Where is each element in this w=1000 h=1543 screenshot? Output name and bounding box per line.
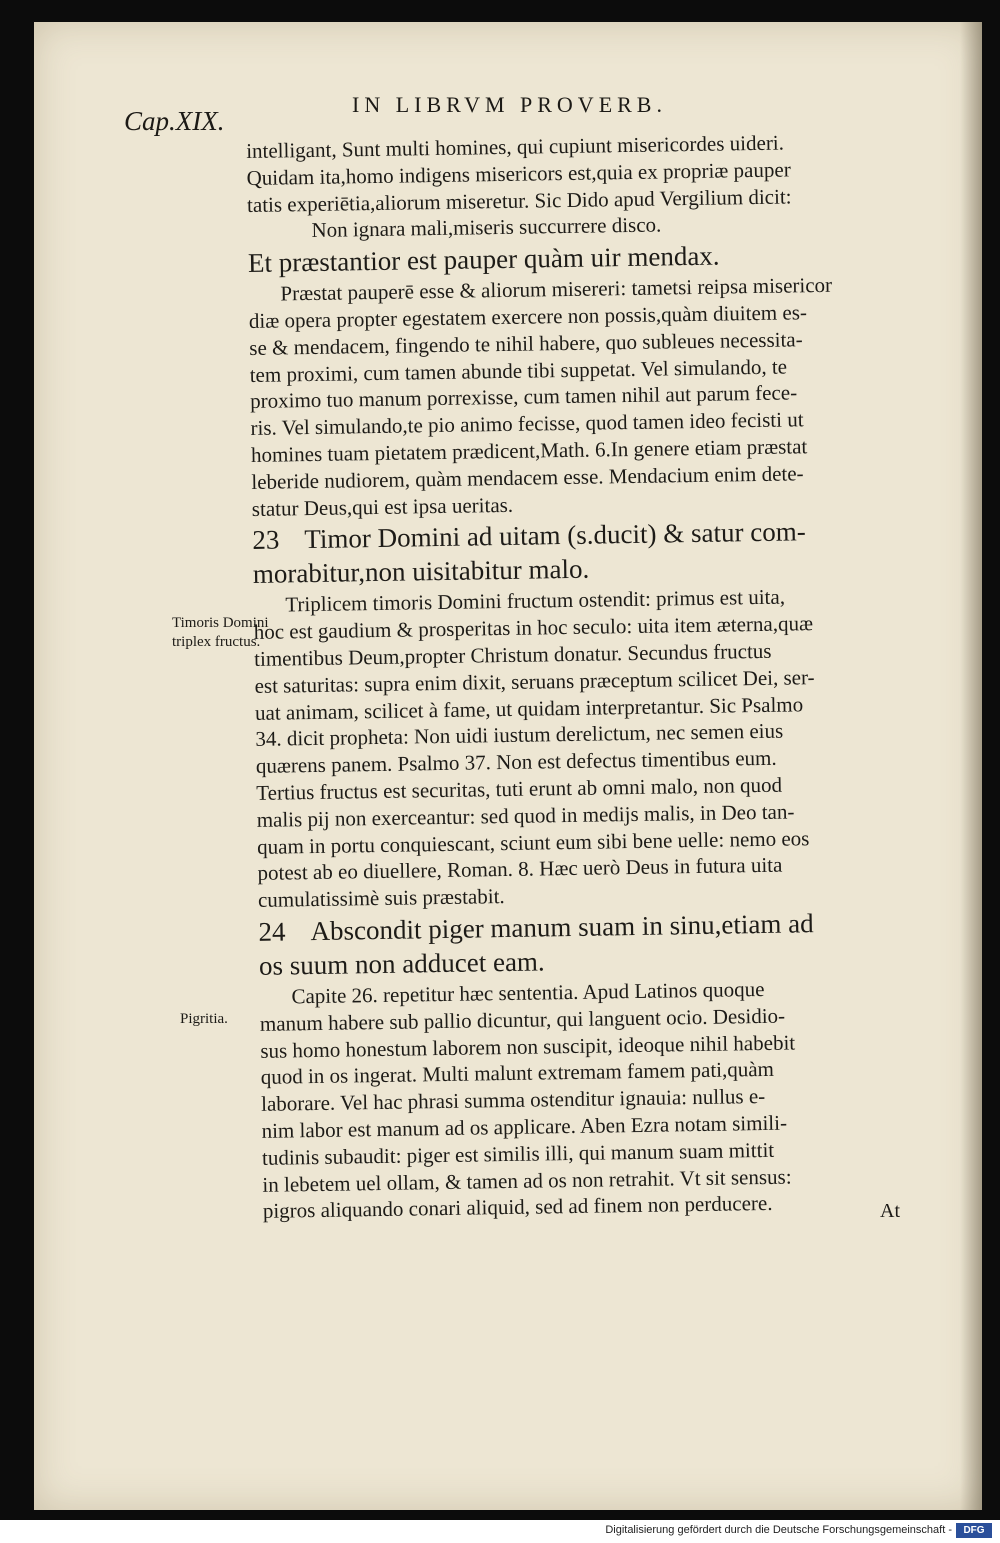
text-line: Tertius fructus est securitas, tuti erunt ab omni malo, non quod xyxy=(256,772,783,805)
text-line: tudinis subaudit: piger est similis illi, qui manum suam mittit xyxy=(261,1137,775,1170)
digitization-footer xyxy=(0,1520,1000,1543)
text-line: sus homo honestum laborem non suscipit, ideoque nihil habebit xyxy=(260,1030,796,1063)
dfg-logo: DFG xyxy=(956,1523,992,1538)
lemma-text: Et præstantior est pauper quàm uir mendax. xyxy=(247,240,720,279)
text-line: quam in portu conquiescant, sciunt eum sibi bene uelle: nemo eos xyxy=(256,825,810,859)
text-line: se & mendacem, fingendo te nihil habere, quo subleues necessita- xyxy=(249,327,803,360)
text-line: quod in os ingerat. Multi malunt extremam famem pati,quàm xyxy=(260,1057,775,1090)
lemma-text: Timor Domini ad uitam (s.ducit) & satur com- xyxy=(304,516,806,555)
text-line: Præstat pauperē esse & aliorum misereri: tametsi reipsa misericor xyxy=(280,273,833,306)
lemma-text: Abscondit piger manum suam in sinu,etiam ad xyxy=(310,908,814,947)
text-line: 34. dicit propheta: Non uidi iustum derelictum, nec semen eius xyxy=(255,718,784,752)
catchword: At xyxy=(880,1200,900,1222)
text-line: hoc est gaudium & prosperitas in hoc seculo: uita item æterna,quæ xyxy=(253,611,814,645)
lemma-text: os suum non adducet eam. xyxy=(258,946,545,981)
book-title: IN LIBRVM PROVERB. xyxy=(352,92,667,117)
text-line: est saturitas: supra enim dixit, seruans præceptum scilicet Dei, ser- xyxy=(254,664,815,698)
text-line: tatis experiētia,aliorum miseretur. Sic Dido apud Vergilium dicit: xyxy=(246,184,792,217)
text-line: proximo tuo manum porrexisse, cum tamen nihil aut parum fece- xyxy=(249,380,798,414)
text-line: Capite 26. repetitur hæc sententia. Apud Latinos quoque xyxy=(291,976,765,1009)
text-line: ris. Vel simulando,te pio animo fecisse, quod tamen ideo fecisti ut xyxy=(250,407,804,441)
margin-note-timor: Timoris Domini triplex fructus. xyxy=(172,615,269,650)
text-line: leberide nudiorem, quàm mendacem esse. Mendacium enim dete- xyxy=(251,461,804,494)
footer-credit: Digitalisierung gefördert durch die Deutsche Forschungsgemeinschaft - xyxy=(605,1524,952,1536)
text-line: Non ignara mali,miseris succurrere disco. xyxy=(311,212,662,243)
text-line: homines tuam pietatem prædicent,Math. 6.In genere etiam præstat xyxy=(250,434,808,467)
text-line: laborare. Vel hac phrasi summa ostenditur ignauia: nullus e- xyxy=(260,1084,766,1116)
text-line: tem proximi, cum tamen abunde tibi suppetat. Vel simulando, te xyxy=(249,354,788,387)
text-line: potest ab eo diuellere, Roman. 8. Hæc uerò Deus in futura uita xyxy=(257,852,783,886)
text-line: in lebetem uel ollam, & tamen ad os non retrahit. Vt sit sensus: xyxy=(262,1164,792,1197)
text-line: malis pij non exerceantur: sed quod in medijs malis, in Deo tan- xyxy=(256,799,795,832)
lemma-text: morabitur,non uisitabitur malo. xyxy=(252,554,590,590)
text-line: pigros aliquando conari aliquid, sed ad finem non perducere. xyxy=(262,1191,773,1224)
text-line: timentibus Deum,propter Christum donatur. Secundus fructus xyxy=(253,638,772,671)
page-edge-shadow xyxy=(960,22,982,1510)
text-line: Quidam ita,homo indigens misericors est,quia ex propriæ pauper xyxy=(246,157,791,190)
text-line: manum habere sub pallio dicuntur, qui languent ocio. Desidio- xyxy=(259,1003,786,1036)
main-text xyxy=(246,128,923,1225)
text-line: nim labor est manum ad os applicare. Aben Ezra notam simili- xyxy=(261,1110,788,1143)
text-line: intelligant, Sunt multi homines, qui cupiunt misericordes uideri. xyxy=(246,130,785,163)
chapter-mark: Cap.XIX. xyxy=(124,106,225,136)
text-line: Triplicem timoris Domini fructum ostendit: primus est uita, xyxy=(285,584,786,617)
text-line: cumulatissimè suis præstabit. xyxy=(257,884,505,913)
margin-note-pigritia: Pigritia. xyxy=(180,1011,228,1027)
running-head xyxy=(0,92,948,136)
text-line: diæ opera propter egestatem exercere non possis,quàm diuitem es- xyxy=(248,300,808,333)
text-line: statur Deus,qui est ipsa ueritas. xyxy=(251,492,514,521)
text-line: uat animam, scilicet à fame, ut quidam interpretantur. Sic Psalmo xyxy=(254,691,804,725)
verse-number: 24 xyxy=(258,916,286,947)
verse-number: 23 xyxy=(252,524,280,556)
text-line: quærens panem. Psalmo 37. Non est defectus timentibus eum. xyxy=(255,745,777,779)
